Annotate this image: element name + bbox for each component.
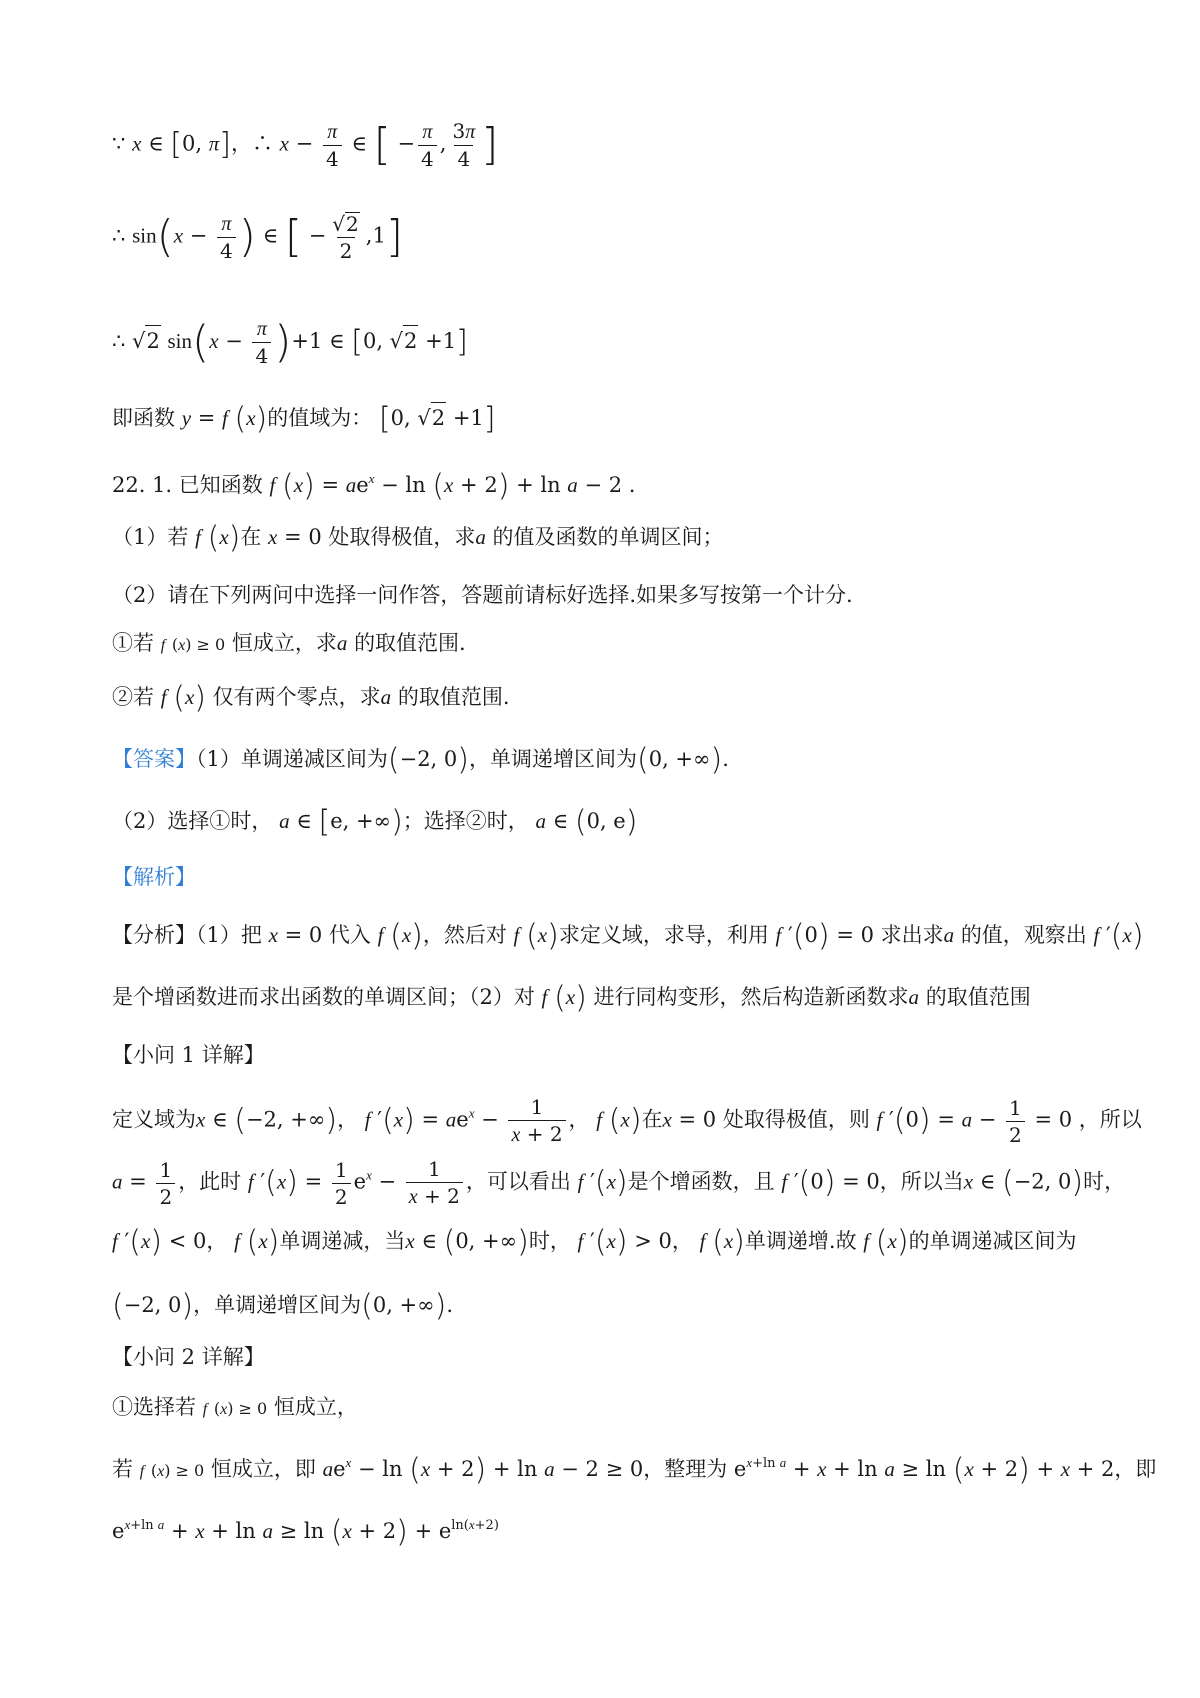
problem-part-2: （2）请在下列两问中选择一问作答，答题前请标好选择.如果多写按第一个计分. xyxy=(112,583,853,607)
analysis-tag: 【解析】 xyxy=(112,865,196,889)
q1-line-2: a = $\frac{1}{2}$ ，此时 f ′(x) = $\frac{1}{2}$ $e^x$ − $\frac{1}{x + 2}$ ，可以看出 f ′(x)是个增函数，且 f ′(0) = 0，所以当x ∈ (−2, 0)时， xyxy=(112,1157,1126,1209)
problem-option-2: ②若 f (x) 仅有两个零点，求a 的取值范围. xyxy=(112,680,510,716)
derivation-line-3: ∴ √2 sin(x − $\frac{\pi}{4}$ )+1 ∈ [0, √2 +1] xyxy=(112,316,468,368)
q2-line-3: $e^{x+ln a} + x + \ln a \ge \ln (x + 2) + e^{ln(x+2)}$ xyxy=(112,1514,499,1550)
question-1-title: 【小问 1 详解】 xyxy=(112,1043,265,1067)
analysis-line-1: 【分析】（1）把 x = 0 代入 f (x)，然后对 f (x)求定义域，求导，利用 f ′(0) = 0 求出求a 的值，观察出 f ′(x) xyxy=(112,918,1144,954)
question-2-title: 【小问 2 详解】 xyxy=(112,1345,265,1369)
answer-line-1: 【答案】（1）单调递减区间为(−2, 0)，单调递增区间为(0, +∞). xyxy=(112,742,729,778)
range-line: 即函数 y = f (x)的值域为： [0, √2 +1] xyxy=(112,401,496,437)
q1-line-4: (−2, 0)，单调递增区间为(0, +∞). xyxy=(112,1288,454,1324)
problem-option-1: ①若 f (x) ≥ 0 恒成立，求a 的取值范围. xyxy=(112,631,466,655)
q2-line-1: ①选择若 f (x) ≥ 0 恒成立， xyxy=(112,1395,358,1419)
problem-statement: 22. 1. 已知函数 f $(x) = ae^x - \ln (x + 2) + \ln a - 2$ . xyxy=(112,468,636,504)
q1-line-3: f ′(x) < 0， f (x)单调递减，当x ∈ (0, +∞)时， f ′(x) > 0， f (x)单调递增.故 f (x)的单调递减区间为 xyxy=(112,1224,1077,1260)
derivation-line-2: ∴ sin(x − $\frac{\pi}{4}$ ) ∈ [ − $\frac{√2}{2}$ ,1] xyxy=(112,211,403,263)
q2-line-2: 若 f (x) ≥ 0 恒成立，即 $ae^x - \ln (x + 2) + \ln a - 2 \ge 0$，整理为 $e^{x+ln a} + x + \ln a \ge \ln (x + 2) + x + 2$，即 xyxy=(112,1452,1157,1488)
answer-tag: 【答案】 xyxy=(112,747,196,771)
analysis-line-2: 是个增函数进而求出函数的单调区间；（2）对 f (x) 进行同构变形，然后构造新函数求a 的取值范围 xyxy=(112,980,1031,1016)
derivation-line-1: ∵ x ∈ [0, π]，∴ x − $\frac{\pi}{4}$ ∈ [ − $\frac{\pi}{4}$ , $\frac{3\pi}{4}$ ] xyxy=(112,119,499,171)
problem-part-1: （1）若 f (x)在 x = 0 处取得极值，求a 的值及函数的单调区间； xyxy=(112,520,724,556)
q1-line-1: 定义域为x ∈ (−2, +∞)， f $'(x) = ae^x$ − $\frac{1}{x + 2}$ ， f (x)在x = 0 处取得极值，则 f ′(0) = a − $\frac{1}{2}$ = 0 ，所以 xyxy=(112,1095,1142,1147)
answer-line-2: （2）选择①时， a ∈ [e, +∞)；选择②时， a ∈ (0, e) xyxy=(112,804,638,840)
